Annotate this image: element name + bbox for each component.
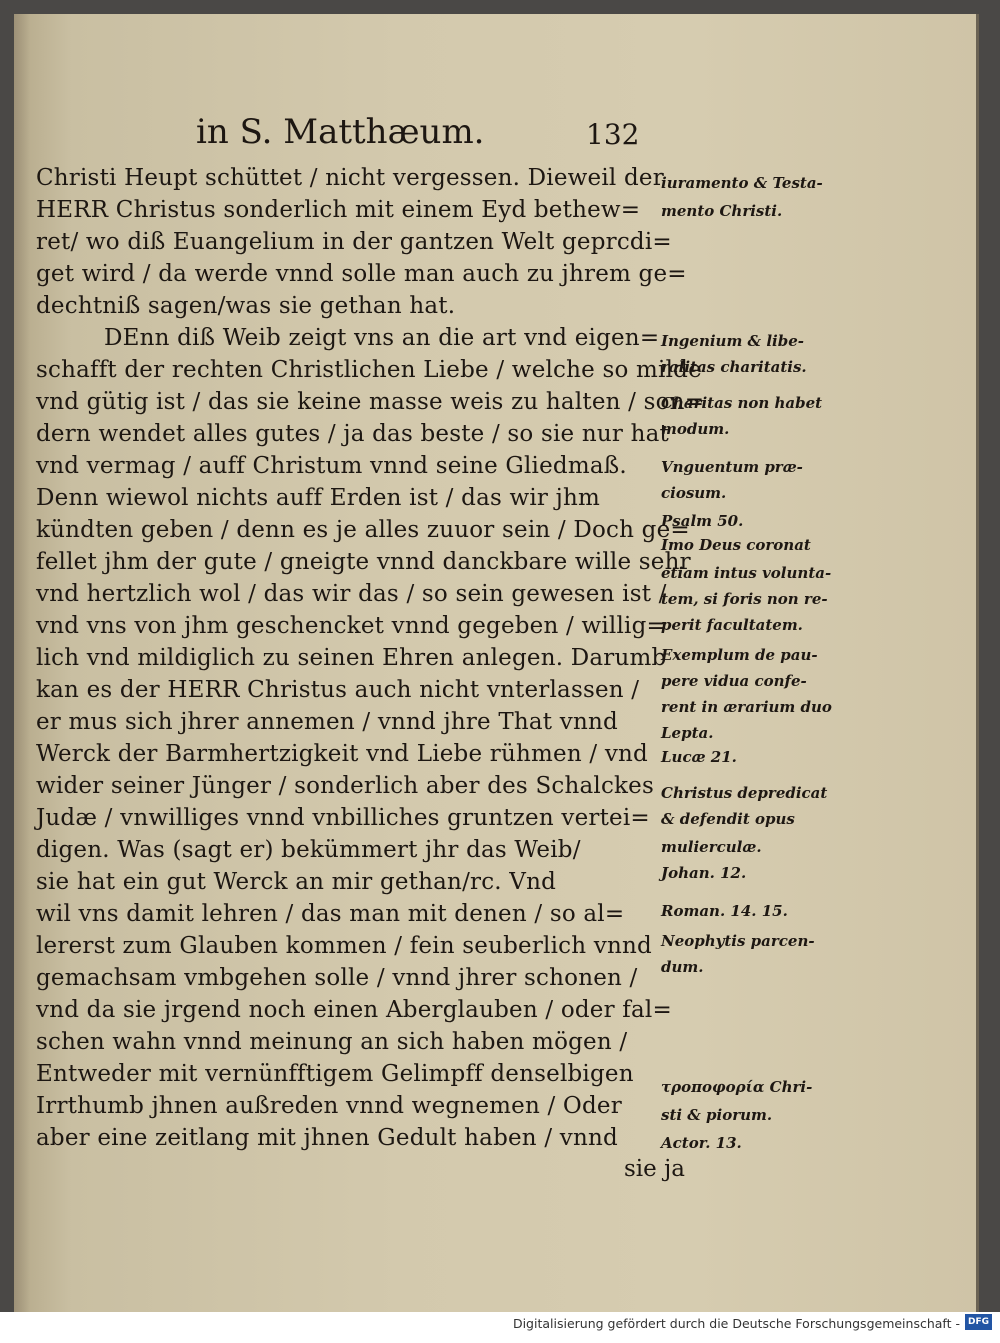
text-line: get wird / da werde vnnd solle man auch zu jhrem ge= [36, 261, 687, 287]
marginal-note: etiam intus volunta- [661, 564, 832, 582]
marginal-note: τροποφορία Chri- [661, 1078, 813, 1096]
text-line: lich vnd mildiglich zu seinen Ehren anlegen. Darumb [36, 645, 667, 671]
text-line: vnd da sie jrgend noch einen Aberglauben / oder fal= [36, 997, 672, 1023]
text-line: Werck der Barmhertzigkeit vnd Liebe rühmen / vnd [36, 741, 648, 767]
marginal-note: ralitas charitatis. [661, 358, 807, 376]
text-line: schafft der rechten Christlichen Liebe / welche so milde [36, 357, 702, 383]
text-line: schen wahn vnnd meinung an sich haben mögen / [36, 1029, 628, 1055]
paper-page [14, 14, 979, 1312]
text-line: Irrthumb jhnen außreden vnnd wegnemen / Oder [36, 1093, 622, 1119]
marginal-note: Christus depredicat [661, 784, 828, 802]
text-line: Judæ / vnwilliges vnnd vnbilliches gruntzen vertei= [36, 805, 650, 831]
marginal-note: tem, si foris non re- [661, 590, 828, 608]
running-header: in S. Matthæum. [196, 112, 485, 152]
main-text-column [36, 162, 704, 1154]
marginal-note: Neophytis parcen- [661, 932, 815, 950]
text-line: Christi Heupt schüttet / nicht vergessen. Dieweil der [36, 165, 664, 191]
text-line: dern wendet alles gutes / ja das beste / so sie nur hat [36, 421, 669, 447]
text-line: fellet jhm der gute / gneigte vnnd danckbare wille sehr [36, 549, 691, 575]
marginal-note: Ingenium & libe- [661, 332, 804, 350]
marginal-note: Charitas non habet [661, 394, 823, 412]
text-line: DEnn diß Weib zeigt vns an die art vnd eigen= [104, 325, 660, 351]
marginal-note: perit facultatem. [661, 616, 803, 634]
text-line: sie hat ein gut Werck an mir gethan/rc. Vnd [36, 869, 557, 895]
marginal-note: Psalm 50. [661, 512, 744, 530]
text-line: HERR Christus sonderlich mit einem Eyd bethew= [36, 197, 641, 223]
marginal-note: rent in ærarium duo [661, 698, 832, 716]
text-line: ret/ wo diß Euangelium in der gantzen Welt geprcdi= [36, 229, 672, 255]
marginal-note: Vnguentum præ- [661, 458, 803, 476]
text-line: lererst zum Glauben kommen / fein seuberlich vnnd [36, 933, 652, 959]
funding-credit: Digitalisierung gefördert durch die Deutsche Forschungsgemeinschaft - [512, 1316, 960, 1331]
marginal-note: Johan. 12. [661, 864, 747, 882]
catchword: sie ja [624, 1156, 685, 1182]
text-line: gemachsam vmbgehen solle / vnnd jhrer schonen / [36, 965, 638, 991]
marginal-note: Lucæ 21. [661, 748, 737, 766]
text-line: digen. Was (sagt er) bekümmert jhr das Weib/ [36, 837, 581, 863]
marginal-note: sti & piorum. [661, 1106, 773, 1124]
marginal-note: ciosum. [661, 484, 727, 502]
marginal-note: Exemplum de pau- [661, 646, 818, 664]
page-number: 132 [586, 118, 640, 151]
text-line: kündten geben / denn es je alles zuuor sein / Doch ge= [36, 517, 690, 543]
text-line: vnd vermag / auff Christum vnnd seine Gliedmaß. [36, 453, 627, 479]
text-line: wil vns damit lehren / das man mit denen / so al= [36, 901, 625, 927]
marginal-note: mento Christi. [661, 202, 783, 220]
text-line: vnd gütig ist / das sie keine masse weis zu halten / son= [36, 389, 705, 415]
text-line: wider seiner Jünger / sonderlich aber des Schalckes [36, 773, 654, 799]
marginal-note: pere vidua confe- [661, 672, 807, 690]
text-line: aber eine zeitlang mit jhnen Gedult haben / vnnd [36, 1125, 618, 1151]
text-line: er mus sich jhrer annemen / vnnd jhre That vnnd [36, 709, 618, 735]
marginal-note: Roman. 14. 15. [661, 902, 788, 920]
text-line: vnd hertzlich wol / das wir das / so sein gewesen ist / [36, 581, 667, 607]
marginal-note: dum. [661, 958, 704, 976]
marginal-note: Lepta. [661, 724, 714, 742]
marginal-note: modum. [661, 420, 730, 438]
marginal-note: iuramento & Testa- [661, 174, 823, 192]
text-line: Denn wiewol nichts auff Erden ist / das wir jhm [36, 485, 600, 511]
marginal-note: & defendit opus [661, 810, 795, 828]
text-line: dechtniß sagen/was sie gethan hat. [36, 293, 456, 319]
text-line: kan es der HERR Christus auch nicht vnterlassen / [36, 677, 640, 703]
marginal-note: mulierculæ. [661, 838, 762, 856]
dfg-logo: DFG [965, 1314, 992, 1330]
marginal-note: Imo Deus coronat [661, 536, 811, 554]
text-line: vnd vns von jhm geschencket vnnd gegeben / willig= [36, 613, 666, 639]
text-line: Entweder mit vernünfftigem Gelimpff denselbigen [36, 1061, 634, 1087]
marginal-note: Actor. 13. [661, 1134, 742, 1152]
